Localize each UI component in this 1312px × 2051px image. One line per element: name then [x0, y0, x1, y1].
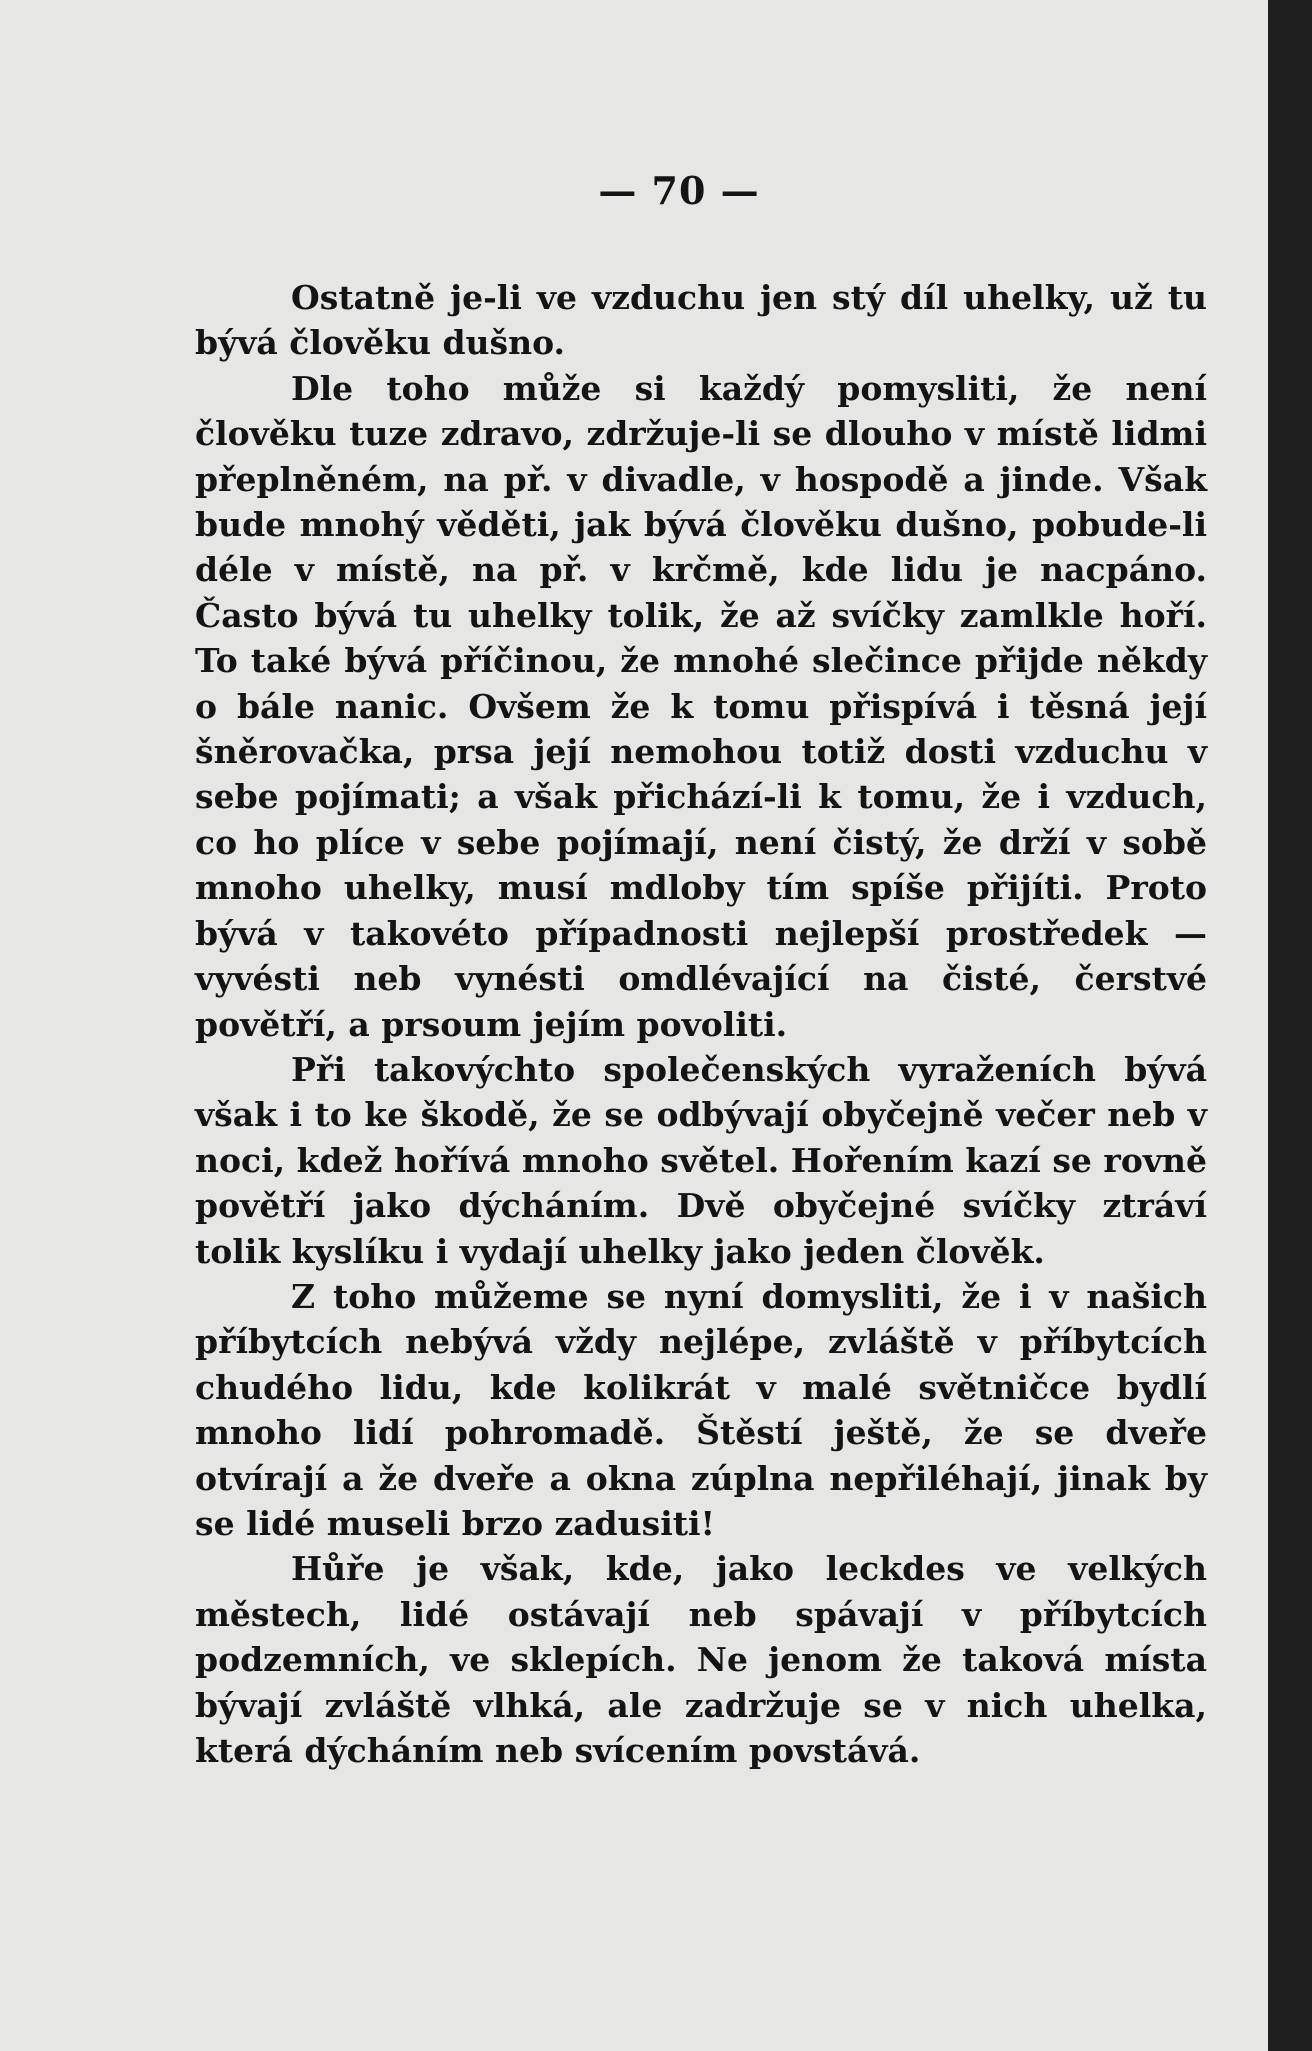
- paragraph: Ostatně je-li ve vzduchu jen stý díl uhelky, už tu bývá člověku dušno.: [195, 278, 1207, 363]
- scan-border: [1268, 0, 1312, 2051]
- paragraph: Z toho můžeme se nyní domysliti, že i v našich příbytcích nebývá vždy nejlépe, zvláště v příbytcích chudého lidu, kde kolikrát v malé světničce bydlí mnoho lidí pohromadě. Štěstí ještě, že se dveře otvírají a že dveře a okna zúplna nepřiléhají, jinak by se lidé museli brzo zadusiti!: [195, 1276, 1207, 1543]
- paragraph: Hůře je však, kde, jako leckdes ve velkých městech, lidé ostávají neb spávají v příbytcích podzemních, ve sklepích. Ne jenom že taková místa bývají zvláště vlhká, ale zadržuje se v nich uhelka, která dýcháním neb svícením povstává.: [195, 1549, 1207, 1770]
- paragraph: Při takovýchto společenských vyraženích bývá však i to ke škodě, že se odbývají obyčejně večer neb v noci, kdež hořívá mnoho světel. Hořením kazí se rovně povětří jako dýcháním. Dvě obyčejné svíčky ztráví tolik kyslíku i vydají uhelky jako jeden člověk.: [195, 1049, 1207, 1271]
- body-text: [195, 275, 1207, 1773]
- paragraph: Dle toho může si každý pomysliti, že není člověku tuze zdravo, zdržuje-li se dlouho v místě lidmi přeplněném, na př. v divadle, v hospodě a jinde. Však bude mnohý věděti, jak bývá člověku dušno, pobude-li déle v místě, na př. v krčmě, kde lidu je nacpáno. Často bývá tu uhelky tolik, že až svíčky zamlkle hoří. To také bývá příčinou, že mnohé slečince přijde někdy o bále nanic. Ovšem že k tomu přispívá i těsná její šněrovačka, prsa její nemohou totiž dosti vzduchu v sebe pojímati; a však přichází-li k tomu, že i vzduch, co ho plíce v sebe pojímají, není čistý, že drží v sobě mnoho uhelky, musí mdloby tím spíše přijíti. Proto bývá v takovéto případnosti nejlepší prostředek — vyvésti neb vynésti omdlévající na čisté, čerstvé povětří, a prsoum jejím povoliti.: [195, 368, 1207, 1044]
- page-number: — 70 —: [598, 168, 760, 213]
